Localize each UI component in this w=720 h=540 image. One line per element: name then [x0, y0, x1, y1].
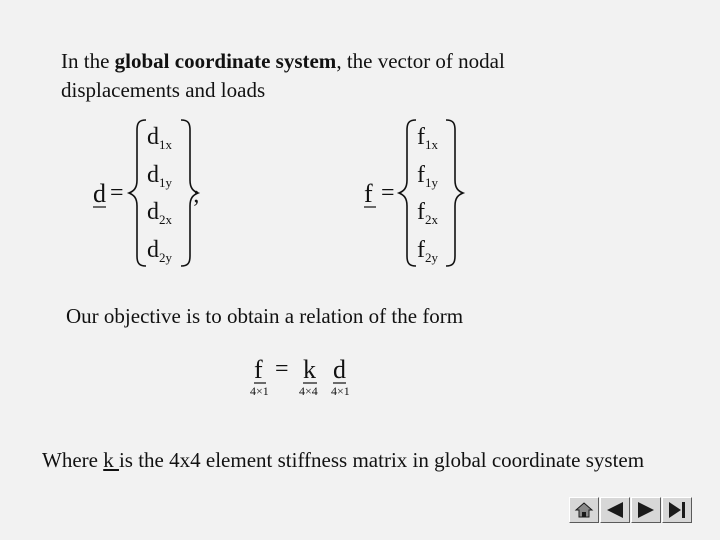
- f-entry-1y: [417, 162, 439, 190]
- displacement-vector: [93, 120, 200, 266]
- entry-base: d: [147, 199, 159, 225]
- relation-d-dim: 4×1: [331, 384, 350, 398]
- entry-subscript: 1y: [425, 175, 438, 190]
- entry-subscript: 2y: [425, 250, 438, 265]
- home-button[interactable]: [569, 497, 599, 523]
- next-button[interactable]: [631, 497, 661, 523]
- entry-base: f: [417, 162, 425, 188]
- arrow-left-icon: [605, 501, 625, 519]
- separator: ;: [193, 182, 200, 208]
- end-button[interactable]: [662, 497, 692, 523]
- intro-emphasis: global coordinate system: [114, 49, 337, 73]
- relation-k-dim: 4×4: [299, 384, 318, 398]
- entry-base: d: [147, 162, 159, 188]
- objective-text: Our objective is to obtain a relation of the form: [66, 304, 464, 328]
- vector-name: d: [93, 179, 106, 208]
- load-vector: [364, 120, 463, 266]
- left-brace: [399, 120, 416, 266]
- f-entry-1x: [417, 124, 439, 152]
- d-entry-1x: [147, 124, 173, 152]
- arrow-right-icon: [636, 501, 656, 519]
- relation-equals: =: [275, 356, 289, 382]
- relation-k: k: [303, 355, 316, 384]
- entry-subscript: 2x: [425, 212, 438, 227]
- conclusion-text: Where k is the 4x4 element stiffness matrix in global coordinate system: [42, 448, 645, 472]
- home-icon: [574, 501, 594, 519]
- entry-base: f: [417, 124, 425, 150]
- relation-equation: [250, 355, 350, 398]
- entry-subscript: 2y: [159, 250, 172, 265]
- d-entry-1y: [147, 162, 173, 190]
- previous-button[interactable]: [600, 497, 630, 523]
- relation-f-dim: 4×1: [250, 384, 269, 398]
- vector-name: f: [364, 179, 373, 208]
- entry-base: f: [417, 237, 425, 263]
- f-entry-2y: [417, 237, 439, 265]
- entry-base: d: [147, 124, 159, 150]
- d-entry-2y: [147, 237, 173, 265]
- relation-d: d: [333, 355, 346, 384]
- intro-text: In the global coordinate system, the vector of nodal displacements and loads: [61, 49, 505, 102]
- equals-sign: =: [381, 180, 395, 206]
- right-brace: [446, 120, 463, 266]
- equals-sign: =: [110, 180, 124, 206]
- skip-end-icon: [667, 501, 687, 519]
- d-entry-2x: [147, 199, 173, 227]
- relation-f: f: [254, 355, 263, 384]
- left-brace: [129, 120, 146, 266]
- entry-subscript: 2x: [159, 212, 172, 227]
- f-entry-2x: [417, 199, 439, 227]
- k-symbol: k: [103, 448, 119, 472]
- entry-subscript: 1x: [159, 137, 172, 152]
- entry-base: f: [417, 199, 425, 225]
- entry-subscript: 1x: [425, 137, 438, 152]
- entry-base: d: [147, 237, 159, 263]
- navigation-bar: [569, 497, 692, 523]
- entry-subscript: 1y: [159, 175, 172, 190]
